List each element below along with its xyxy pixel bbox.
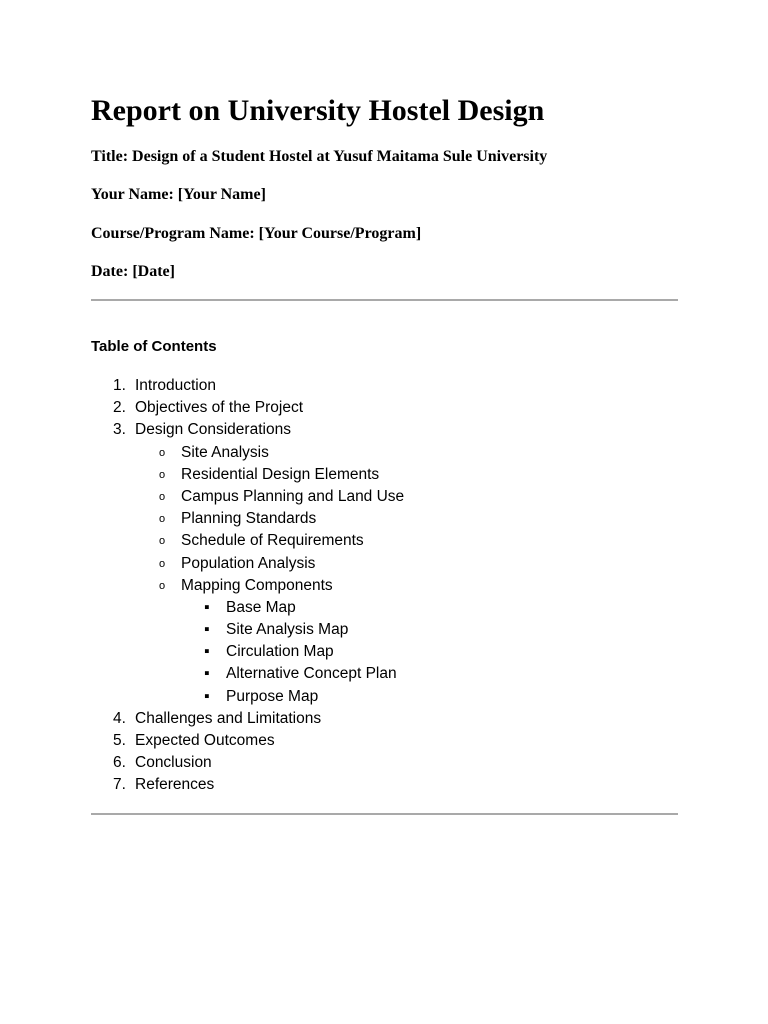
circle-bullet-icon: o [159, 535, 166, 548]
list-marker: 6. [113, 754, 126, 772]
toc-item-label: Site Analysis [181, 443, 269, 461]
square-bullet-icon: ▪ [204, 687, 210, 705]
list-marker: 7. [113, 776, 126, 794]
list-marker: 1. [113, 377, 126, 394]
toc-heading: Table of Contents [91, 338, 217, 355]
square-bullet-icon: ▪ [204, 621, 210, 639]
list-marker: 5. [113, 732, 126, 749]
report-title-line: Title: Design of a Student Hostel at Yusuf Maitama Sule University [91, 148, 548, 165]
toc-item-label: Alternative Concept Plan [226, 665, 397, 683]
toc-item-label: Purpose Map [226, 687, 319, 705]
toc-item-label: Campus Planning and Land Use [181, 487, 405, 505]
date-line: Date: [Date] [91, 263, 175, 280]
author-name-line: Your Name: [Your Name] [91, 186, 266, 203]
toc-item-label: Objectives of the Project [135, 399, 303, 417]
toc-item-label: Schedule of Requirements [181, 532, 364, 550]
toc-item-label: Challenges and Limitations [135, 709, 322, 727]
divider-bottom [91, 813, 678, 815]
list-marker: 2. [113, 399, 126, 417]
course-line: Course/Program Name: [Your Course/Program] [91, 225, 422, 242]
toc-item-label: Planning Standards [181, 510, 317, 528]
toc-item-label: Design Considerations [135, 421, 291, 439]
circle-bullet-icon: o [159, 446, 166, 459]
toc-item-label: Mapping Components [181, 576, 333, 594]
toc-item-label: Base Map [226, 598, 296, 616]
circle-bullet-icon: o [159, 468, 166, 481]
toc-item-label: Site Analysis Map [226, 621, 349, 639]
circle-bullet-icon: o [159, 490, 166, 503]
toc-item-label: Circulation Map [226, 643, 334, 661]
list-marker: 3. [113, 421, 126, 439]
square-bullet-icon: ▪ [204, 643, 210, 661]
list-marker: 4. [113, 709, 126, 727]
toc-item-label: Expected Outcomes [135, 732, 275, 749]
square-bullet-icon: ▪ [204, 665, 210, 683]
circle-bullet-icon: o [159, 513, 166, 526]
circle-bullet-icon: o [159, 557, 166, 570]
toc-item-label: Residential Design Elements [181, 465, 380, 483]
toc-item-label: References [135, 776, 215, 794]
toc-item-label: Conclusion [135, 754, 212, 772]
toc-item-label: Introduction [135, 377, 216, 394]
divider-top [91, 299, 678, 301]
square-bullet-icon: ▪ [204, 598, 210, 616]
toc-item-label: Population Analysis [181, 554, 316, 572]
page-title: Report on University Hostel Design [91, 94, 545, 127]
circle-bullet-icon: o [159, 579, 166, 592]
